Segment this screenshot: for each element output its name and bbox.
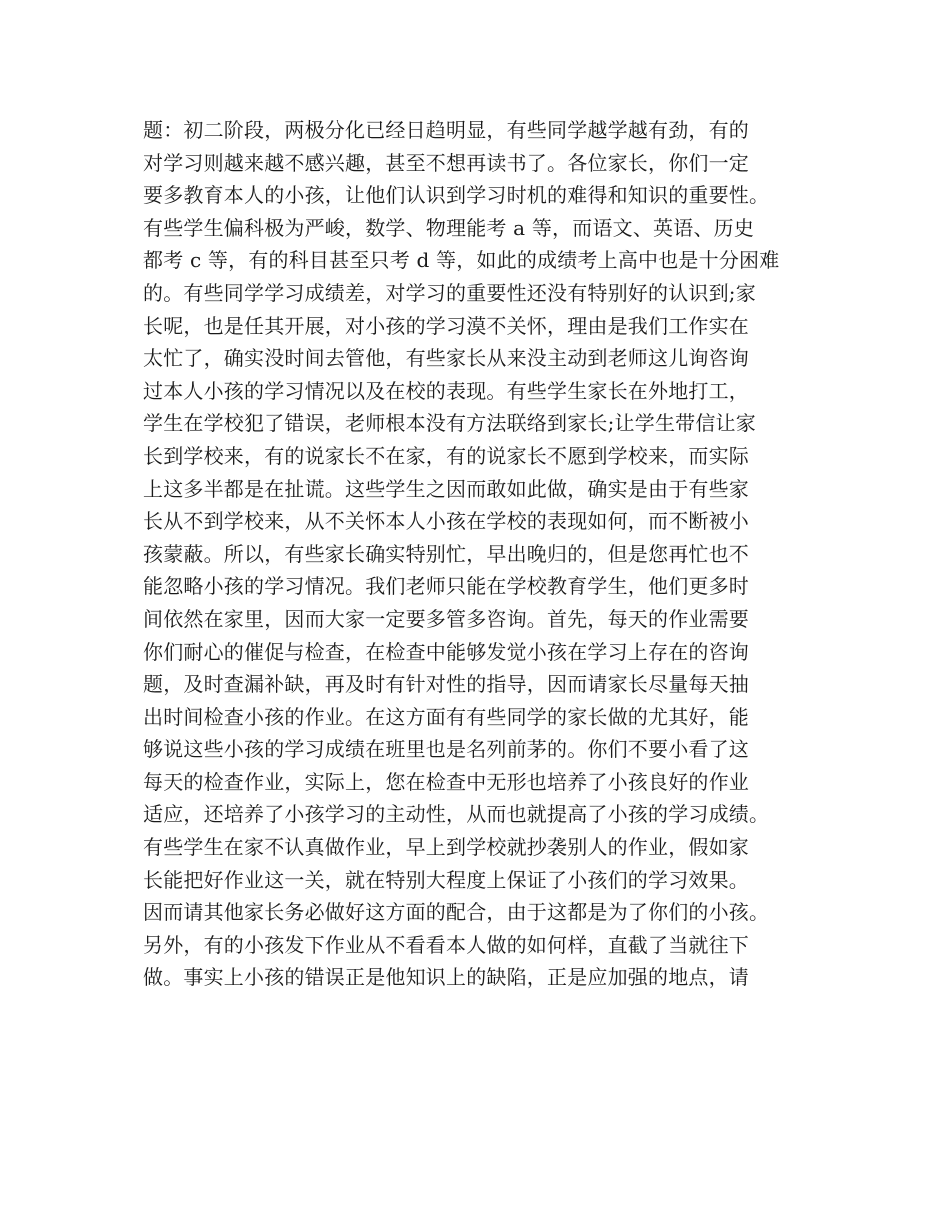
- text-line: 另外，有的小孩发下作业从不看看本人做的如何样，直截了当就往下: [143, 932, 749, 957]
- text-line: 你们耐心的催促与检查，在检查中能够发觉小孩在学习上存在的咨询: [143, 639, 749, 664]
- text-line: 够说这些小孩的学习成绩在班里也是名列前茅的。你们不要小看了这: [143, 737, 749, 762]
- text-line: 适应，还培养了小孩学习的主动性，从而也就提高了小孩的学习成绩。: [143, 802, 770, 827]
- text-line: 太忙了，确实没时间去管他，有些家长从来没主动到老师这儿询咨询: [143, 346, 749, 371]
- text-line: 都考 c 等，有的科目甚至只考 d 等，如此的成绩考上高中也是十分困难: [143, 248, 780, 273]
- text-line: 每天的检查作业，实际上，您在检查中无形也培养了小孩良好的作业: [143, 769, 749, 794]
- text-line: 的。有些同学学习成绩差，对学习的重要性还没有特别好的认识到;家: [143, 280, 756, 305]
- text-line: 孩蒙蔽。所以，有些家长确实特别忙，早出晚归的，但是您再忙也不: [143, 541, 749, 566]
- text-line: 做。事实上小孩的错误正是他知识上的缺陷，正是应加强的地点，请: [143, 965, 749, 990]
- text-line: 长能把好作业这一关，就在特别大程度上保证了小孩们的学习效果。: [143, 867, 749, 892]
- text-line: 要多教育本人的小孩，让他们认识到学习时机的难得和知识的重要性。: [143, 183, 770, 208]
- text-line: 学生在学校犯了错误，老师根本没有方法联络到家长;让学生带信让家: [143, 411, 756, 436]
- text-line: 对学习则越来越不感兴趣，甚至不想再读书了。各位家长，你们一定: [143, 150, 749, 175]
- text-line: 有些学生偏科极为严峻，数学、物理能考 a 等，而语文、英语、历史: [143, 215, 755, 240]
- text-line: 长从不到学校来，从不关怀本人小孩在学校的表现如何，而不断被小: [143, 509, 749, 534]
- text-line: 上这多半都是在扯谎。这些学生之因而敢如此做，确实是由于有些家: [143, 476, 749, 501]
- text-line: 长到学校来，有的说家长不在家，有的说家长不愿到学校来，而实际: [143, 443, 749, 468]
- text-line: 能忽略小孩的学习情况。我们老师只能在学校教育学生，他们更多时: [143, 574, 749, 599]
- text-line: 因而请其他家长务必做好这方面的配合，由于这都是为了你们的小孩。: [143, 900, 770, 925]
- text-line: 题，及时查漏补缺，再及时有针对性的指导，因而请家长尽量每天抽: [143, 672, 749, 697]
- body-text: [143, 114, 843, 994]
- text-line: 间依然在家里，因而大家一定要多管多咨询。首先，每天的作业需要: [143, 606, 749, 631]
- text-line: 有些学生在家不认真做作业，早上到学校就抄袭别人的作业，假如家: [143, 835, 749, 860]
- text-line: 长呢，也是任其开展，对小孩的学习漠不关怀，理由是我们工作实在: [143, 313, 749, 338]
- text-line: 过本人小孩的学习情况以及在校的表现。有些学生家长在外地打工，: [143, 378, 749, 403]
- text-line: 出时间检查小孩的作业。在这方面有有些同学的家长做的尤其好，能: [143, 704, 749, 729]
- text-line: 题：初二阶段，两极分化已经日趋明显，有些同学越学越有劲，有的: [143, 118, 749, 142]
